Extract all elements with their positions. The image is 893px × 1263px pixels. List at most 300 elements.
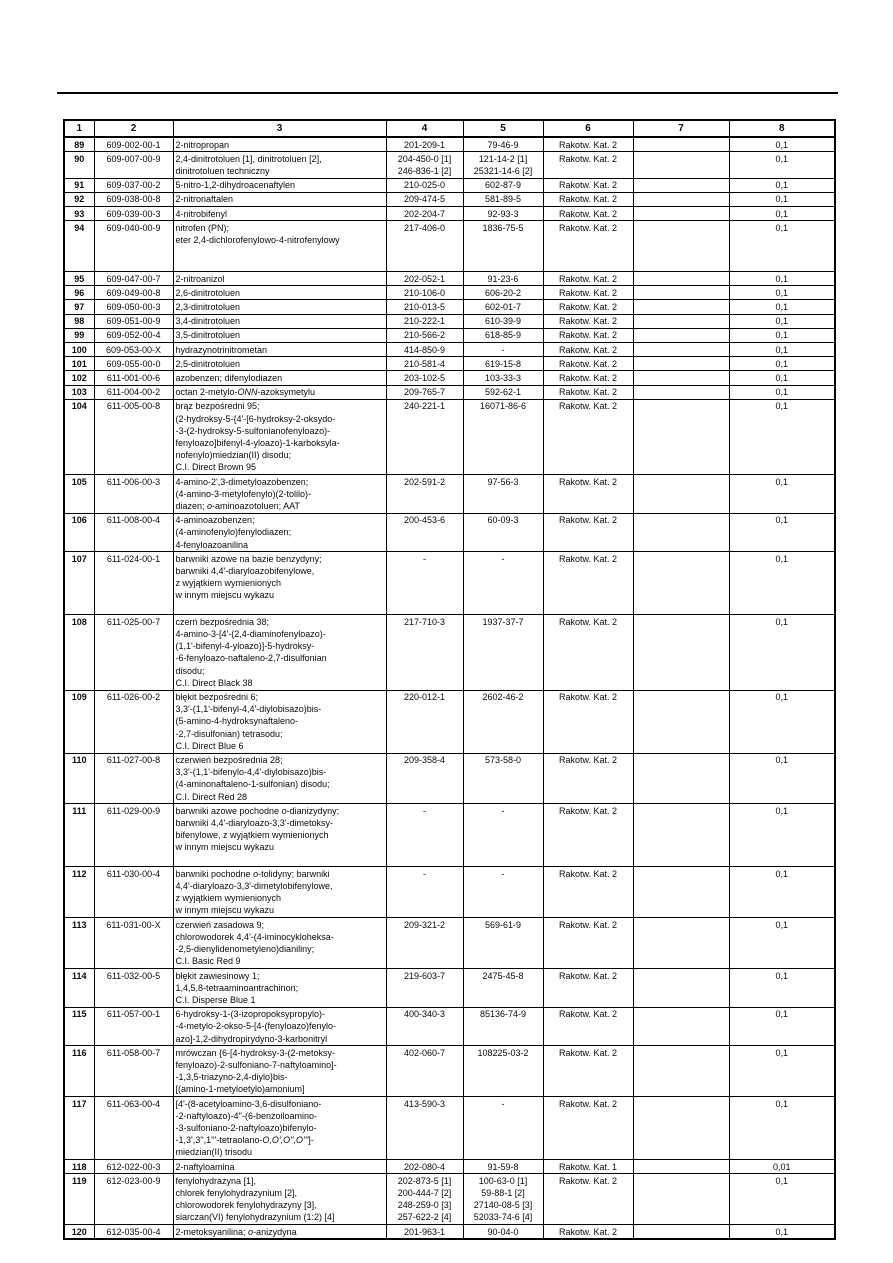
cell-line	[636, 301, 727, 313]
cell-column-7	[633, 475, 729, 514]
cell-line: 0,1	[775, 139, 788, 150]
table-row	[64, 207, 835, 221]
cell-ec-number	[386, 272, 463, 286]
cell-line: -3-(2-hydroksy-5-sulfonianofenyloazo)-	[175, 425, 331, 436]
cell-line	[636, 616, 727, 628]
table-row	[64, 192, 835, 206]
cell-cas-number	[463, 513, 543, 552]
cell-concentration-limit	[729, 867, 835, 918]
cell-column-7	[633, 513, 729, 552]
cell-column-7	[633, 1007, 729, 1046]
cell-line: bifenylowe, z wyjątkiem wymienionych	[175, 830, 329, 841]
cell-ec-number	[386, 286, 463, 300]
cell-concentration-limit	[729, 1174, 835, 1225]
cell-classification	[543, 1046, 633, 1097]
cell-concentration-limit	[729, 1007, 835, 1046]
cell-line: 4-nitrobifenyl	[175, 208, 228, 219]
cell-line: 573-58-0	[484, 755, 522, 766]
cell-line: 609-053-00-X	[105, 344, 162, 355]
cell-classification	[543, 314, 633, 328]
cell-line: 0,1	[775, 515, 788, 526]
cell-line: 611-029-00-9	[106, 805, 161, 816]
cell-line: 602-01-7	[484, 301, 522, 312]
cell-line: -1,3',3'',1'''-tetraolano-O,O',O'',O''']-	[175, 1135, 314, 1146]
cell-ec-number	[386, 475, 463, 514]
cell-row-number	[64, 475, 94, 514]
cell-line: Rakotw. Kat. 2	[558, 919, 618, 930]
cell-line: 4,4'-diaryloazo-3,3'-dimetylobifenylowe,	[175, 881, 333, 892]
table-row	[64, 513, 835, 552]
cell-line: 609-002-00-1	[106, 139, 161, 150]
cell-line	[176, 854, 384, 866]
cell-line: hydrazynotrinitrometan	[175, 344, 268, 355]
cell-line: 3,3'-(1,1'-bifenylo-4,4'-diylobisazo)bis-	[175, 767, 327, 778]
cell-line	[636, 1008, 727, 1020]
cell-line: 219-603-7	[403, 970, 446, 981]
cell-index-number	[94, 207, 173, 221]
cell-line: 102	[71, 372, 87, 383]
cell-substance-name	[173, 399, 386, 474]
cell-column-7	[633, 918, 729, 969]
cell-substance-name	[173, 475, 386, 514]
cell-index-number	[94, 804, 173, 867]
cell-line: 609-007-00-9	[106, 153, 161, 164]
cell-classification	[543, 1160, 633, 1174]
cell-ec-number	[386, 1097, 463, 1160]
cell-column-7	[633, 178, 729, 192]
table-row	[64, 328, 835, 342]
cell-line: 609-037-00-2	[106, 180, 161, 191]
cell-ec-number	[386, 1174, 463, 1225]
cell-line: 108225-03-2	[477, 1047, 529, 1058]
cell-line: 97-56-3	[487, 476, 519, 487]
cell-index-number	[94, 1007, 173, 1046]
cell-classification	[543, 552, 633, 615]
cell-line: [(amino-1-metyloetylo)amonium]	[175, 1084, 305, 1095]
cell-row-number	[64, 615, 94, 690]
table-row	[64, 314, 835, 328]
cell-line: 60-09-3	[487, 515, 519, 526]
cell-classification	[543, 969, 633, 1008]
cell-row-number	[64, 371, 94, 385]
cell-concentration-limit	[729, 272, 835, 286]
cell-line: 569-61-9	[484, 919, 522, 930]
cell-line: diazen; o-aminoazotoluen; AAT	[175, 500, 300, 511]
cell-line: 210-581-4	[403, 358, 446, 369]
cell-ec-number	[386, 399, 463, 474]
cell-line: 0,1	[775, 1226, 788, 1237]
cell-line: barwniki 4,4'-diaryloazobifenylowe,	[175, 566, 315, 576]
cell-index-number	[94, 399, 173, 474]
cell-column-7	[633, 137, 729, 152]
cell-concentration-limit	[729, 1097, 835, 1160]
cell-cas-number	[463, 192, 543, 206]
cell-index-number	[94, 328, 173, 342]
cell-ec-number	[386, 207, 463, 221]
cell-line: 202-204-7	[403, 208, 446, 219]
cell-line: miedzian(II) trisodu	[175, 1147, 253, 1158]
cell-line: 107	[71, 553, 87, 564]
cell-column-7	[633, 1097, 729, 1160]
cell-substance-name	[173, 152, 386, 178]
cell-index-number	[94, 192, 173, 206]
cell-line: 2,6-dinitrotoluen	[175, 287, 241, 298]
cell-line: Rakotw. Kat. 2	[558, 1047, 618, 1058]
cell-line: 609-050-00-3	[106, 301, 161, 312]
cell-column-7	[633, 207, 729, 221]
cell-line: 217-406-0	[403, 222, 446, 233]
cell-row-number	[64, 300, 94, 314]
cell-index-number	[94, 1097, 173, 1160]
cell-index-number	[94, 1046, 173, 1097]
cell-row-number	[64, 399, 94, 474]
cell-line: 91	[74, 180, 85, 191]
cell-column-7	[633, 343, 729, 357]
cell-substance-name	[173, 286, 386, 300]
cell-row-number	[64, 690, 94, 753]
cell-line: 2-nitropropan	[175, 139, 230, 150]
cell-line: błękit bezpośredni 6;	[175, 692, 259, 703]
cell-classification	[543, 615, 633, 690]
cell-row-number	[64, 753, 94, 804]
cell-line: czerwień zasadowa 9;	[175, 919, 265, 930]
cell-concentration-limit	[729, 385, 835, 399]
cell-classification	[543, 152, 633, 178]
cell-line: 0,1	[775, 1047, 788, 1058]
cell-substance-name	[173, 137, 386, 152]
cell-cas-number	[463, 343, 543, 357]
cell-substance-name	[173, 918, 386, 969]
cell-index-number	[94, 475, 173, 514]
cell-line: C.I. Direct Brown 95	[175, 462, 257, 473]
cell-substance-name	[173, 272, 386, 286]
cell-classification	[543, 272, 633, 286]
cell-line: 400-340-3	[403, 1009, 446, 1020]
cell-line: 2-nitronaftalen	[175, 194, 234, 205]
cell-line: 0,1	[775, 755, 788, 766]
cell-index-number	[94, 272, 173, 286]
cell-line	[636, 400, 727, 412]
cell-concentration-limit	[729, 615, 835, 690]
cell-line: brąz bezpośredni 95;	[175, 401, 260, 412]
cell-index-number	[94, 286, 173, 300]
cell-line: 0,1	[775, 919, 788, 930]
cell-row-number	[64, 207, 94, 221]
cell-line: (1,1'-bifenyl-4-yloazo)]-5-hydroksy-	[175, 641, 315, 652]
cell-classification	[543, 192, 633, 206]
table-row	[64, 272, 835, 286]
cell-index-number	[94, 137, 173, 152]
cell-column-7	[633, 286, 729, 300]
cell-line: 96	[74, 287, 85, 298]
cell-line	[636, 1098, 727, 1110]
page-top-rule	[57, 92, 838, 94]
cell-ec-number	[386, 137, 463, 152]
cell-line: 611-008-00-4	[106, 515, 161, 526]
cell-row-number	[64, 357, 94, 371]
cell-cas-number	[463, 178, 543, 192]
table-body	[64, 137, 835, 1239]
cell-line: 611-004-00-2	[106, 387, 161, 398]
cell-substance-name	[173, 1007, 386, 1046]
cell-classification	[543, 385, 633, 399]
cell-ec-number	[386, 152, 463, 178]
cell-line: 59-88-1 [2]	[481, 1187, 525, 1198]
cell-cas-number	[463, 137, 543, 152]
cell-concentration-limit	[729, 152, 835, 178]
cell-concentration-limit	[729, 314, 835, 328]
cell-line	[636, 754, 727, 766]
cell-classification	[543, 328, 633, 342]
cell-line: 0,1	[775, 180, 788, 191]
cell-column-7	[633, 371, 729, 385]
cell-cas-number	[463, 552, 543, 615]
cell-column-7	[633, 690, 729, 753]
cell-line: 97	[74, 301, 85, 312]
table-row	[64, 753, 835, 804]
cell-line: barwniki 4,4'-diaryloazo-3,3'-dimetoksy-	[175, 818, 333, 829]
cell-cas-number	[463, 385, 543, 399]
cell-cas-number	[463, 399, 543, 474]
cell-line: 115	[71, 1009, 87, 1020]
cell-ec-number	[386, 1160, 463, 1174]
cell-line: mrówczan {6-[4-hydroksy-3-(2-metoksy-	[175, 1047, 336, 1058]
cell-line	[636, 179, 727, 191]
cell-substance-name	[173, 1174, 386, 1225]
cell-concentration-limit	[729, 1046, 835, 1097]
cell-substance-name	[173, 1160, 386, 1174]
cell-row-number	[64, 969, 94, 1008]
table-row	[64, 969, 835, 1008]
cell-line: -	[501, 553, 505, 564]
cell-line: nofenylo)miedzian(II) disodu;	[175, 450, 292, 461]
column-header-7: 7	[633, 120, 729, 137]
cell-line: Rakotw. Kat. 2	[558, 330, 618, 341]
cell-line	[636, 691, 727, 703]
cell-line: w innym miejscu wykazu	[175, 905, 275, 916]
cell-row-number	[64, 1174, 94, 1225]
cell-line	[636, 386, 727, 398]
table-row	[64, 221, 835, 272]
cell-line: 200-444-7 [2]	[397, 1187, 452, 1198]
cell-ec-number	[386, 918, 463, 969]
cell-classification	[543, 690, 633, 753]
cell-line: 100-63-0 [1]	[478, 1175, 528, 1186]
cell-line: Rakotw. Kat. 2	[558, 153, 618, 164]
table-row	[64, 286, 835, 300]
cell-line: 209-321-2	[403, 919, 446, 930]
cell-line: 201-963-1	[403, 1226, 446, 1237]
cell-cas-number	[463, 1007, 543, 1046]
cell-classification	[543, 475, 633, 514]
cell-ec-number	[386, 552, 463, 615]
cell-line: 611-063-00-4	[106, 1098, 161, 1109]
cell-line: fenyloazo)-2-sulfoniano-7-naftyloamino]-	[175, 1059, 337, 1070]
cell-line: fenyloazo]bifenyl-4-yloazo}-1-karboksyla-	[175, 437, 340, 448]
cell-index-number	[94, 221, 173, 272]
cell-column-7	[633, 867, 729, 918]
cell-line: 201-209-1	[403, 139, 446, 150]
cell-line: 0,1	[775, 401, 788, 412]
cell-index-number	[94, 178, 173, 192]
cell-concentration-limit	[729, 343, 835, 357]
cell-line: 3,5-dinitrotoluen	[175, 330, 241, 341]
cell-line: 414-850-9	[403, 344, 446, 355]
cell-column-7	[633, 804, 729, 867]
cell-line: 93	[74, 208, 85, 219]
cell-line: -1,3,5-triazyno-2,4-diylo}bis-	[175, 1072, 288, 1083]
cell-line: 1,4,5,8-tetraaminoantrachinon;	[175, 982, 299, 993]
cell-ec-number	[386, 804, 463, 867]
cell-line: 202-052-1	[403, 273, 446, 284]
cell-line: 611-005-00-8	[106, 401, 161, 412]
cell-line: 5-nitro-1,2-dihydroacenaftylen	[175, 180, 296, 191]
cell-ec-number	[386, 1225, 463, 1240]
cell-line: 101	[71, 358, 87, 369]
cell-line: 0,1	[775, 387, 788, 398]
cell-ec-number	[386, 867, 463, 918]
cell-line: 0,1	[775, 1098, 788, 1109]
cell-substance-name	[173, 221, 386, 272]
cell-line: 0,1	[775, 287, 788, 298]
cell-line: 0,1	[775, 372, 788, 383]
cell-line: 1836-75-5	[482, 222, 524, 233]
cell-concentration-limit	[729, 804, 835, 867]
cell-line: 91-59-8	[487, 1161, 519, 1172]
cell-substance-name	[173, 192, 386, 206]
table-row	[64, 178, 835, 192]
table-row	[64, 137, 835, 152]
cell-line: 89	[74, 139, 85, 150]
cell-line: C.I. Direct Blue 6	[175, 740, 244, 751]
cell-row-number	[64, 918, 94, 969]
cell-line: 202-591-2	[403, 476, 446, 487]
cell-cas-number	[463, 1046, 543, 1097]
cell-line: octan 2-metylo-ONN-azoksymetylu	[175, 387, 316, 398]
cell-row-number	[64, 178, 94, 192]
cell-line: 92-93-3	[487, 208, 519, 219]
cell-row-number	[64, 343, 94, 357]
cell-line	[176, 258, 384, 270]
cell-concentration-limit	[729, 1160, 835, 1174]
cell-line: 103	[71, 387, 87, 398]
cell-concentration-limit	[729, 371, 835, 385]
cell-line: 1937-37-7	[482, 616, 524, 627]
cell-line: 220-012-1	[403, 692, 446, 703]
cell-line: 52033-74-6 [4]	[473, 1212, 533, 1223]
substances-table	[63, 119, 836, 1240]
cell-line: 0,1	[775, 868, 788, 879]
cell-index-number	[94, 753, 173, 804]
cell-line: 612-023-00-9	[106, 1175, 161, 1186]
cell-ec-number	[386, 192, 463, 206]
cell-line: 240-221-1	[403, 401, 446, 412]
cell-line: 110	[71, 755, 87, 766]
cell-cas-number	[463, 867, 543, 918]
cell-line: Rakotw. Kat. 2	[558, 387, 618, 398]
cell-line: 210-566-2	[403, 330, 446, 341]
cell-line: 209-474-5	[403, 194, 446, 205]
cell-cas-number	[463, 1225, 543, 1240]
cell-classification	[543, 1097, 633, 1160]
cell-line	[636, 315, 727, 327]
cell-line: 0,1	[775, 208, 788, 219]
cell-line: -	[501, 805, 505, 816]
cell-line: 109	[71, 692, 87, 703]
cell-concentration-limit	[729, 300, 835, 314]
cell-cas-number	[463, 328, 543, 342]
column-header-6: 6	[543, 120, 633, 137]
cell-index-number	[94, 690, 173, 753]
cell-index-number	[94, 385, 173, 399]
cell-line: disodu;	[175, 665, 205, 676]
cell-substance-name	[173, 1225, 386, 1240]
cell-cas-number	[463, 475, 543, 514]
cell-row-number	[64, 192, 94, 206]
cell-concentration-limit	[729, 918, 835, 969]
cell-line: 204-450-0 [1]	[397, 153, 452, 164]
cell-line: 611-030-00-4	[106, 868, 161, 879]
cell-line: 611-032-00-5	[106, 970, 161, 981]
cell-line: fenylohydrazyna [1],	[175, 1175, 257, 1186]
cell-line: barwniki azowe pochodne o-dianizydyny;	[175, 805, 340, 816]
table-row	[64, 300, 835, 314]
cell-row-number	[64, 513, 94, 552]
cell-substance-name	[173, 207, 386, 221]
table-row	[64, 1160, 835, 1174]
cell-line: 94	[74, 222, 85, 233]
cell-classification	[543, 221, 633, 272]
cell-line: 119	[71, 1175, 87, 1186]
cell-line	[636, 1161, 727, 1173]
cell-classification	[543, 137, 633, 152]
cell-concentration-limit	[729, 221, 835, 272]
cell-line	[636, 919, 727, 931]
cell-row-number	[64, 221, 94, 272]
cell-ec-number	[386, 513, 463, 552]
cell-line: 610-39-9	[484, 316, 522, 327]
cell-line: (2-hydroksy-5-{4'-[6-hydroksy-2-oksydo-	[175, 413, 336, 424]
cell-cas-number	[463, 969, 543, 1008]
cell-concentration-limit	[729, 690, 835, 753]
cell-line: 210-025-0	[403, 180, 446, 191]
cell-row-number	[64, 1046, 94, 1097]
cell-cas-number	[463, 690, 543, 753]
cell-concentration-limit	[729, 137, 835, 152]
cell-line: -	[423, 553, 426, 564]
cell-line: nitrofen (PN);	[175, 222, 230, 233]
cell-classification	[543, 343, 633, 357]
cell-row-number	[64, 385, 94, 399]
cell-line: 210-106-0	[403, 287, 446, 298]
cell-line: 0,1	[775, 692, 788, 703]
cell-line: 4-amino-2',3-dimetyloazobenzen;	[175, 476, 309, 487]
cell-line: Rakotw. Kat. 2	[558, 180, 618, 191]
cell-classification	[543, 753, 633, 804]
cell-row-number	[64, 286, 94, 300]
cell-line: (4-aminofenylo)fenylodiazen;	[175, 527, 292, 538]
cell-line	[176, 246, 384, 258]
cell-line	[636, 805, 727, 817]
cell-index-number	[94, 300, 173, 314]
cell-line: -	[423, 805, 426, 816]
cell-line: barwniki azowe na bazie benzydyny;	[175, 553, 322, 564]
cell-substance-name	[173, 969, 386, 1008]
cell-line: 612-022-00-3	[106, 1161, 161, 1172]
cell-line: 85136-74-9	[479, 1009, 527, 1020]
cell-cas-number	[463, 1174, 543, 1225]
cell-substance-name	[173, 615, 386, 690]
